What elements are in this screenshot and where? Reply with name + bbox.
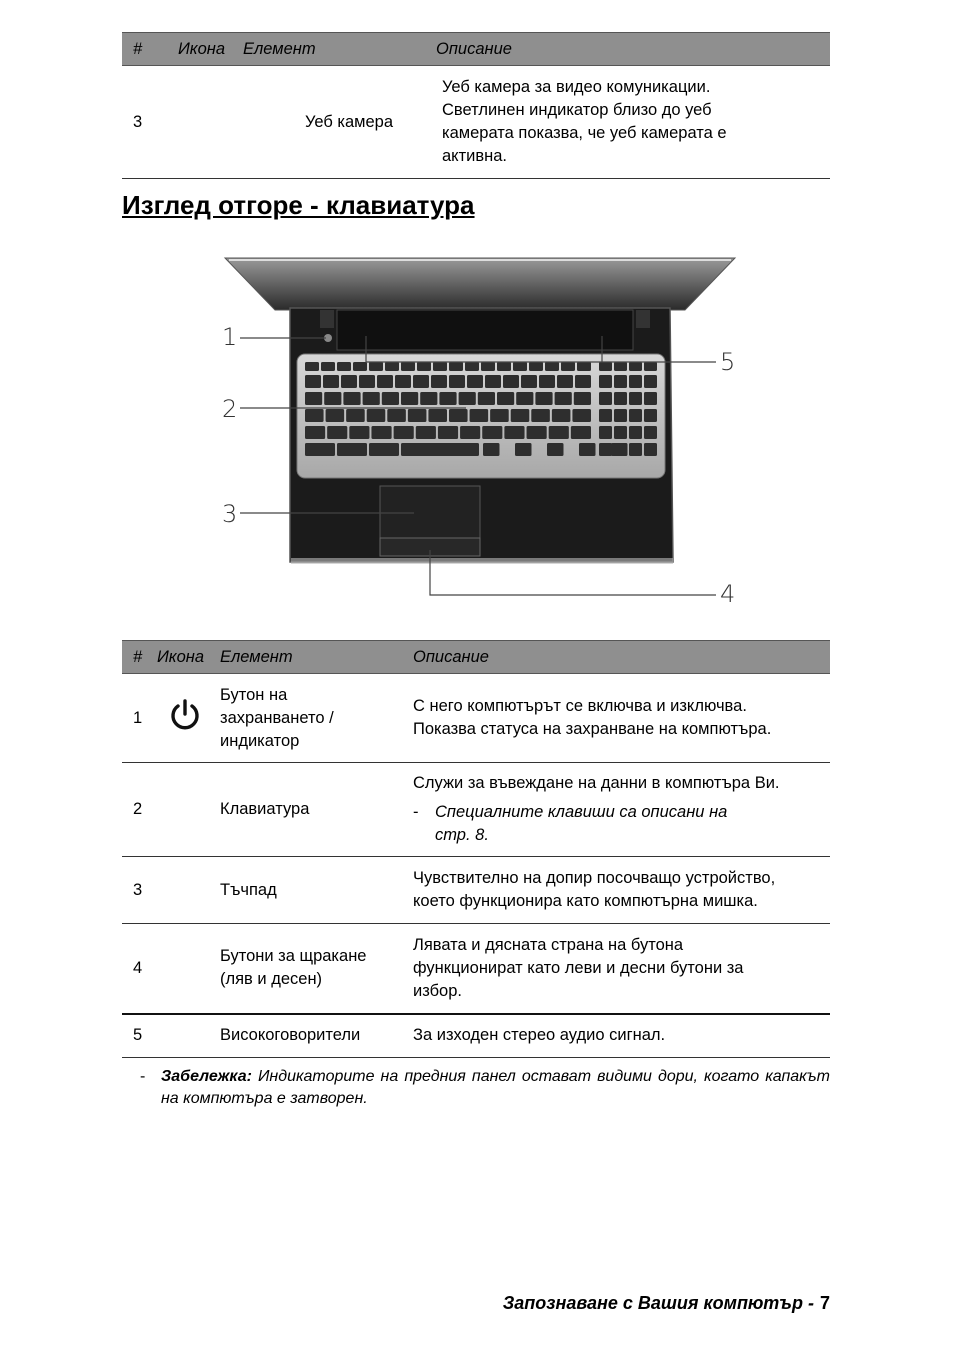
row-num: 4 <box>122 924 157 1014</box>
key <box>483 443 500 456</box>
key <box>449 375 465 388</box>
key <box>395 375 411 388</box>
key <box>305 443 335 456</box>
header-num: # <box>122 641 157 674</box>
numpad-key <box>614 392 627 405</box>
key <box>337 362 351 371</box>
touchpad-shape <box>380 486 480 541</box>
key <box>428 409 447 422</box>
key <box>349 426 369 439</box>
key <box>521 375 537 388</box>
key <box>305 362 319 371</box>
key <box>371 426 391 439</box>
key <box>547 443 564 456</box>
click-buttons-shape <box>380 538 480 556</box>
key <box>324 392 341 405</box>
key <box>485 375 501 388</box>
row-element: Бутони за щракане (ляв и десен) <box>220 924 413 1014</box>
laptop-top-view-illustration <box>215 250 745 610</box>
note <box>140 1066 830 1110</box>
header-element: Елемент <box>243 33 436 66</box>
header-description: Описание <box>413 641 830 674</box>
key <box>305 375 321 388</box>
key <box>539 375 555 388</box>
key <box>305 426 325 439</box>
key <box>561 362 575 371</box>
header-icon: Икона <box>157 641 220 674</box>
key <box>549 426 569 439</box>
key <box>438 426 458 439</box>
key <box>497 392 514 405</box>
key <box>574 392 591 405</box>
key <box>577 362 591 371</box>
table-row <box>122 924 830 1014</box>
key <box>431 375 447 388</box>
numpad-key <box>599 426 612 439</box>
key <box>459 392 476 405</box>
table-row <box>122 857 830 924</box>
row-element: Уеб камера <box>243 66 436 179</box>
key <box>481 362 495 371</box>
key <box>478 392 495 405</box>
row-icon <box>157 857 220 924</box>
numpad-key <box>644 362 657 371</box>
key <box>511 409 530 422</box>
key <box>535 392 552 405</box>
row-element: Бутон на захранването / индикатор <box>220 674 413 763</box>
key <box>401 362 415 371</box>
key <box>516 392 533 405</box>
numpad-key <box>629 375 642 388</box>
numpad-key <box>614 426 627 439</box>
numpad-key <box>599 392 612 405</box>
numpad-key <box>644 409 657 422</box>
key <box>439 392 456 405</box>
key <box>413 375 429 388</box>
key <box>323 375 339 388</box>
key <box>377 375 393 388</box>
key <box>420 392 437 405</box>
row-icon <box>157 924 220 1014</box>
row-icon <box>178 66 243 179</box>
power-button-shape <box>324 334 332 342</box>
numpad-key <box>644 426 657 439</box>
row-num: 1 <box>122 674 157 763</box>
key <box>382 392 399 405</box>
key <box>545 362 559 371</box>
row-element: Високоговорители <box>220 1014 413 1058</box>
numpad-key <box>599 443 612 456</box>
page-footer <box>503 1293 830 1314</box>
numpad-key <box>614 375 627 388</box>
special-keys-note: - Специалните клавиши са описани на стр. 8. <box>413 803 728 844</box>
note-text: Индикаторите на предния панел остават видими дори, когато капакът на компютъра е затворен. <box>161 1068 830 1107</box>
callout-5: 5 <box>720 348 736 376</box>
numpad-key <box>644 392 657 405</box>
numpad-key <box>599 409 612 422</box>
key <box>460 426 480 439</box>
row-description: За изходен стерео аудио сигнал. <box>413 1014 830 1058</box>
key <box>470 409 489 422</box>
numpad-key <box>644 375 657 388</box>
key <box>385 362 399 371</box>
key <box>467 375 483 388</box>
key <box>465 362 479 371</box>
key <box>504 426 524 439</box>
header-description: Описание <box>436 33 830 66</box>
table-row <box>122 674 830 763</box>
numpad-key <box>614 362 627 371</box>
callout-3: 3 <box>222 500 238 528</box>
key <box>579 443 596 456</box>
power-icon <box>167 697 203 733</box>
key <box>387 409 406 422</box>
row-icon <box>157 1014 220 1058</box>
row-num: 2 <box>122 763 157 857</box>
key <box>353 362 367 371</box>
speaker-bar <box>337 310 633 350</box>
key <box>555 392 572 405</box>
key <box>497 362 511 371</box>
key <box>417 362 431 371</box>
row-icon <box>157 674 220 763</box>
row-description: Служи за въвеждане на данни в компютъра Ви. - Специалните клавиши са описани на стр. 8. <box>413 763 830 857</box>
key <box>572 409 591 422</box>
header-element: Елемент <box>220 641 413 674</box>
key <box>359 375 375 388</box>
header-num: # <box>122 33 178 66</box>
key <box>449 362 463 371</box>
key <box>529 362 543 371</box>
row-icon <box>157 763 220 857</box>
callout-2: 2 <box>222 395 238 423</box>
row-num: 5 <box>122 1014 157 1058</box>
key <box>552 409 571 422</box>
table-row <box>122 763 830 857</box>
key <box>327 426 347 439</box>
callout-4: 4 <box>720 580 736 608</box>
footer-chapter: Запознаване с Вашия компютър - <box>502 1293 814 1313</box>
page-number: 7 <box>819 1293 830 1313</box>
key <box>490 409 509 422</box>
numpad-key <box>614 443 627 456</box>
numpad-key <box>644 443 657 456</box>
row-description: Чувствително на допир посочващо устройство, което функционира като компютърна мишка. <box>413 857 830 924</box>
key <box>343 392 360 405</box>
section-title: Изглед отгоре - клавиатура <box>122 190 475 220</box>
row-description: Лявата и дясната страна на бутона функционират като леви и десни бутони за избор. <box>413 924 830 1014</box>
row-description: Уеб камера за видео комуникации. Светлинен индикатор близо до уеб камерата показва, че уеб камерата е активна. <box>436 66 830 179</box>
header-icon: Икона <box>178 33 243 66</box>
key <box>557 375 573 388</box>
row-description: С него компютърът се включва и изключва. Показва статуса на захранване на компютъра. <box>413 674 830 763</box>
numpad-key <box>629 426 642 439</box>
key <box>433 362 447 371</box>
key <box>369 443 399 456</box>
key <box>305 409 324 422</box>
row-num: 3 <box>122 66 178 179</box>
key <box>515 443 532 456</box>
note-dash: - <box>140 1068 146 1085</box>
key <box>513 362 527 371</box>
key <box>408 409 427 422</box>
row-element: Клавиатура <box>220 763 413 857</box>
key <box>326 409 345 422</box>
key <box>416 426 436 439</box>
key <box>531 409 550 422</box>
numpad-key <box>629 409 642 422</box>
key <box>346 409 365 422</box>
key <box>363 392 380 405</box>
key <box>394 426 414 439</box>
key <box>321 362 335 371</box>
key <box>482 426 502 439</box>
table-row <box>122 66 830 179</box>
key <box>337 443 367 456</box>
key <box>367 409 386 422</box>
laptop-lid <box>225 258 735 310</box>
key <box>401 443 479 456</box>
table-header <box>122 33 830 66</box>
key <box>401 392 418 405</box>
key <box>305 392 322 405</box>
numpad-key <box>599 362 612 371</box>
key <box>341 375 357 388</box>
webcam-table <box>122 32 830 179</box>
key <box>571 426 591 439</box>
key <box>503 375 519 388</box>
table-row <box>122 1014 830 1058</box>
numpad-key <box>614 409 627 422</box>
note-label: Забележка: <box>161 1068 252 1085</box>
callout-1: 1 <box>222 323 238 351</box>
numpad-key <box>629 362 642 371</box>
key <box>369 362 383 371</box>
key <box>527 426 547 439</box>
table-header <box>122 641 830 674</box>
key <box>575 375 591 388</box>
numpad-key <box>599 375 612 388</box>
numpad-key <box>629 443 642 456</box>
key <box>449 409 468 422</box>
row-num: 3 <box>122 857 157 924</box>
components-table <box>122 640 830 1058</box>
row-element: Тъчпад <box>220 857 413 924</box>
numpad-key <box>629 392 642 405</box>
